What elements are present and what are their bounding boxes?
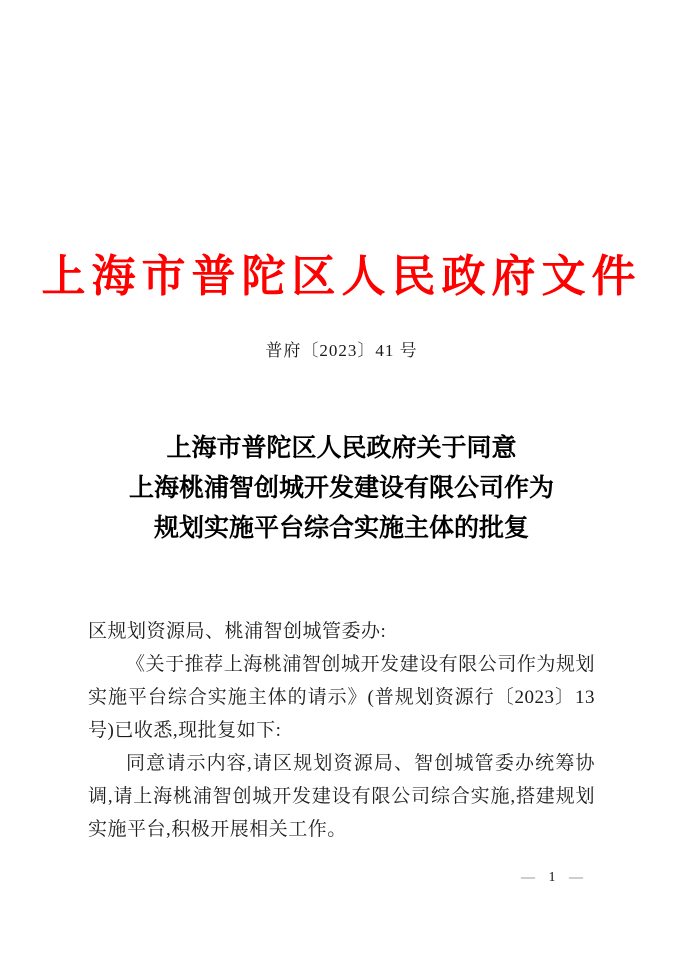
- document-body: [88, 615, 595, 846]
- salutation: 区规划资源局、桃浦智创城管委办:: [88, 621, 387, 642]
- page-number-dash-left: —: [521, 870, 535, 885]
- document-number: 普府〔2023〕41 号: [265, 341, 418, 360]
- document-header-title: 上海市普陀区人民政府文件: [41, 252, 642, 301]
- document-title: [0, 429, 683, 549]
- body-paragraph-2: 同意请示内容,请区规划资源局、智创城管委办统筹协调,请上海桃浦智创城开发建设有限公司综合实施,搭建规划实施平台,积极开展相关工作。: [88, 753, 595, 840]
- page-number-dash-right: —: [569, 870, 583, 885]
- page-number-value: 1: [548, 870, 556, 885]
- document-title-line-2: 上海桃浦智创城开发建设有限公司作为: [128, 475, 554, 502]
- page-number: [521, 870, 583, 886]
- document-title-line-3: 规划实施平台综合实施主体的批复: [153, 515, 529, 542]
- document-title-line-1: 上海市普陀区人民政府关于同意: [166, 435, 517, 462]
- body-paragraph-1: 《关于推荐上海桃浦智创城开发建设有限公司作为规划实施平台综合实施主体的请示》(普规划资源行〔2023〕13 号)已收悉,现批复如下:: [88, 654, 595, 741]
